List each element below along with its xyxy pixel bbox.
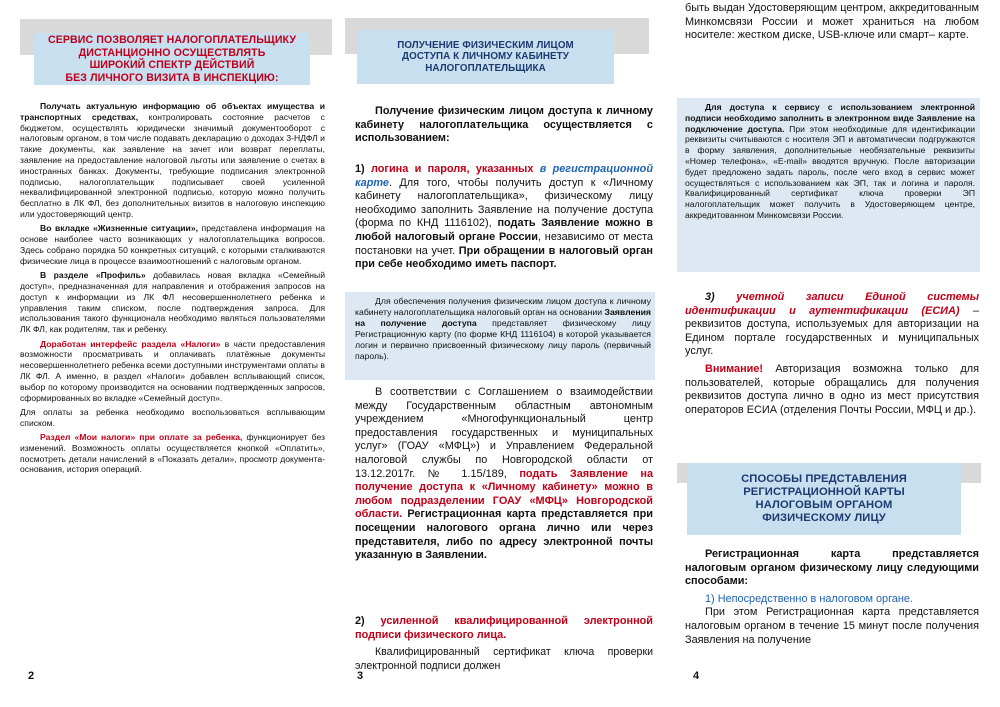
page-number: 3 — [357, 670, 364, 682]
note-signature-access-text: Для доступа к сервису с использованием электронной подписи необходимо заполнить в электронном виде Заявление на подключение доступа. При этом необходимые для идентификации реквизиты считываются с носителя ЭП и автоматически подгружаются в форму заявления, дополнительные необязательные реквизиты «Номер телефона», «E-mail» вводятся вручную. После авторизации будет предложено задать пароль, после чего вход в сервис может осуществляться с использованием как ЭП, так и логина и пароля. Квалифицированный сертификат ключа проверки ЭП налогоплательщик может получить в Удостоверяющем центре, аккредитованном Минкомсвязи России. — [685, 102, 976, 220]
paragraph-taxes-interface: Доработан интерфейс раздела «Налоги» в части предоставления возможности просматривать и оплачивать платёжные документы несовершеннолетнего ребенка всеми доступными инструментами оплаты в ЛК ФЛ. А именно, в раздел «Налоги» добавлен всплывающий список, выбор по которому производится на основании подтвержденных запросов, сформированных во вкладке «Семейный доступ». — [20, 338, 325, 403]
title-line: БЕЗ ЛИЧНОГО ВИЗИТА В ИНСПЕКЦИЮ: — [65, 71, 279, 84]
page-2-body — [20, 101, 325, 479]
title-line: СЕРВИС ПОЗВОЛЯЕТ НАЛОГОПЛАТЕЛЬЩИКУ — [47, 34, 297, 46]
page-2 — [20, 0, 325, 707]
title-line: ДИСТАНЦИОННО ОСУЩЕСТВЛЯТЬ — [78, 46, 266, 59]
page-4-title — [687, 463, 961, 535]
method-2-qualified-signature: 2) усиленной квалифицированной электронной подписи физического лица. Квалифицированный сертификат ключа проверки электронной подписи должен — [355, 615, 653, 672]
paragraph-profile: В разделе «Профиль» добавилась новая вкладка «Семейный доступ», предназначенная для направления и отображения запросов на доступ к информации из ЛК ФЛ несовершеннолетнего ребенка и управления таким списком, после подтверждения запроса. Для использования такого функционала необходимо являться пользователями ЛК ФЛ, как родителям, так и ребенку. — [20, 270, 325, 335]
page-3-title — [357, 30, 614, 84]
title-line: НАЛОГОПЛАТЕЛЬЩИКА — [425, 62, 546, 74]
title-line: ПОЛУЧЕНИЕ ФИЗИЧЕСКИМ ЛИЦОМ — [397, 39, 574, 51]
title-line: РЕГИСТРАЦИОННОЙ КАРТЫ — [743, 485, 905, 498]
method-1-login-password: 1) логина и пароля, указанных в регистрационной карте. Для того, чтобы получить доступ к «Личному кабинету налогоплательщика», физическому лицу необходимо заполнить Заявление на получение доступа (форма по КНД 1116102), подать Заявление можно в любой налоговый органе России, независимо от места постановки на учет. При обращении в налоговый орган при себе необходимо иметь паспорт. — [355, 163, 653, 271]
title-line: ДОСТУПА К ЛИЧНОМУ КАБИНЕТУ — [402, 51, 569, 63]
way-1-text: При этом Регистрационная карта представляется налоговым органом в течение 15 минут после получения Заявления на получение — [685, 606, 979, 646]
attention-note: Внимание! Авторизация возможна только для пользователей, которые обращались для получения реквизитов доступа лично в одно из мест присутствия операторов ЕСИА (отделения Почты России, МФЦ и др.). — [685, 362, 979, 416]
title-line: СПОСОБЫ ПРЕДСТАВЛЕНИЯ — [741, 472, 907, 485]
note-registration-card-text: Для обеспечения получения физическим лицом доступа к личному кабинету налогоплательщика налоговый орган на основании Заявления на получение доступа представляет физическому лицу Регистрационную карту (по форме КНД 1116104) в которой указывается логин и первично присвоенный физическому лицу пароль (первичный пароль). — [355, 296, 651, 361]
certificate-continuation: быть выдан Удостоверяющим центром, аккредитованным Минкомсвязи России и может храниться на любом носителе: жестком диске, USB-ключе или смарт– карте. — [685, 2, 979, 42]
paragraph-life-situations: Во вкладке «Жизненные ситуации», представлена информация на основе наиболее часто возникающих у налогоплательщика вопросов. Здесь собрано порядка 50 конкретных ситуаций, с которыми сталкиваются физические лица в процессе взаимоотношений с налоговым органом. — [20, 223, 325, 266]
paragraph-objects: Получать актуальную информацию об объектах имущества и транспортных средствах, контролировать состояние расчетов с бюджетом, осуществлять юридически значимый документооборот с налоговым органом, в том числе подавать декларацию о доходах 3-НДФЛ и такие документы, как заявление на зачет или возврат переплаты, заявление на предоставление налоговой льготы или заявление о счетах в иностранных банках. Документы, требующие подписания электронной подписью, налогоплательщик подписывает своей усиленной неквалифицированной электронной подписью, которую можно получить бесплатно в ЛК ФЛ, без дополнительных визитов в налоговую инспекцию или удостоверяющий центр. — [20, 101, 325, 219]
page-number: 2 — [28, 670, 35, 682]
page-2-title — [34, 33, 310, 85]
method-3-esia: 3) учетной записи Единой системы идентификации и аутентификации (ЕСИА) – реквизитов доступа, используемых для авторизации на Едином портале государственных и муниципальных услуг. Внимание! Авторизация возможна только для пользователей, которые обращались для получения реквизитов доступа лично в одно из мест присутствия операторов ЕСИА (отделения Почты России, МФЦ и др.). — [685, 291, 979, 416]
paragraph-child-payment: Для оплаты за ребенка необходимо воспользоваться всплывающим списком. — [20, 406, 325, 428]
paragraph-mfc: В соответствии с Соглашением о взаимодействии между Государственным областным автономным учреждением «Многофункциональный центр предоставления государственных и муниципальных услуг» (ГОАУ «МФЦ») и Управлением Федеральной налоговой службы по Новгородской области от 13.12.2017г. № 1.15/189, подать Заявление на получение доступа к «Личному кабинету» можно в любом подразделении ГОАУ «МФЦ» Новгородской области. Регистрационная карта представляется при посещении налогового органа лично или через представителя, либо по адресу электронной почты указанную в Заявлении. — [355, 386, 654, 562]
card-delivery-methods: Регистрационная карта представляется налоговым органом физическому лицу следующими способами: 1) Непосредственно в налоговом органе. При этом Регистрационная карта представляется налоговым органом в течение 15 минут после получения Заявления на получение — [685, 548, 979, 646]
title-line: ШИРОКИЙ СПЕКТР ДЕЙСТВИЙ — [89, 59, 255, 71]
title-line: НАЛОГОВЫМ ОРГАНОМ — [755, 499, 893, 511]
page-3 — [345, 0, 655, 707]
title-line: ФИЗИЧЕСКОМУ ЛИЦУ — [762, 512, 886, 525]
page-number: 4 — [693, 670, 700, 682]
paragraph-my-taxes: Раздел «Мои налоги» при оплате за ребенка, функционирует без изменений. Возможность оплаты осуществляется кнопкой «Оплатить», посмотреть детали начислений в «Показать детали», просмотр документа-основания, история операций. — [20, 432, 325, 475]
way-1-in-person: 1) Непосредственно в налоговом органе. — [705, 592, 913, 605]
page-4 — [677, 0, 980, 707]
page-3-intro: Получение физическим лицом доступа к личному кабинету налогоплательщика осуществляется с использованием: — [355, 105, 653, 145]
